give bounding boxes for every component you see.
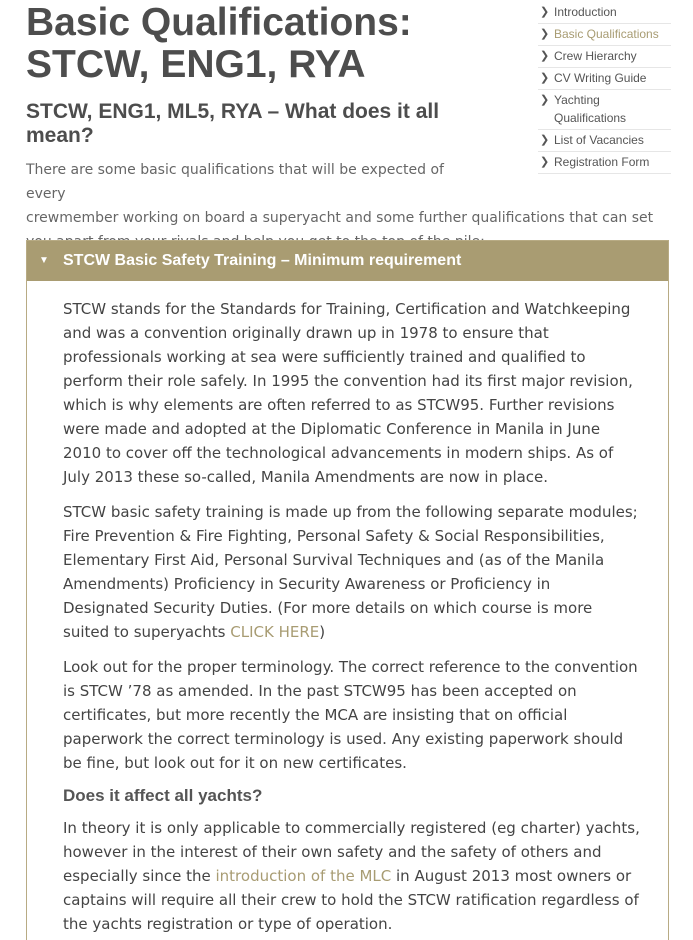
accordion-header-label: STCW Basic Safety Training – Minimum requirement	[63, 252, 462, 269]
chevron-right-icon: ❯	[540, 156, 550, 168]
paragraph-text-end: in August 2013 most owners or captains will require all their crew to hold the STCW ratification regardless of the yachts registration or type of operation.	[63, 867, 639, 933]
chevron-right-icon: ❯	[540, 50, 550, 62]
page-subtitle: STCW, ENG1, ML5, RYA – What does it all mean?	[26, 100, 440, 147]
sidebar-nav	[538, 2, 671, 174]
section-heading: Does it affect all yachts?	[63, 786, 263, 805]
paragraph-text-end: )	[319, 623, 326, 641]
chevron-right-icon: ❯	[540, 6, 550, 18]
caret-down-icon: ▼	[39, 255, 49, 266]
paragraph-text: In theory it is only applicable to commercially registered (eg charter) yachts, however in the interest of their own safety and the safety of others and especially since the	[63, 819, 640, 885]
sidebar-item-registration-form[interactable]	[538, 152, 671, 174]
body-paragraph-1: STCW stands for the Standards for Training, Certification and Watchkeeping and was a convention originally drawn up in 1978 to ensure that professionals working at sea were sufficiently trained and qualified to perform their role safely. In 1995 the convention had its first major revision, which is why elements are often referred to as STCW95. Further revisions were made and adopted at the Diplomatic Conference in Manila in June 2010 to cover off the technological advancements in modern ships. As of July 2013 these so-called, Manila Amendments are now in place.	[63, 300, 633, 486]
sidebar-item-label: Basic Qualifications	[554, 27, 659, 41]
chevron-right-icon: ❯	[540, 94, 550, 106]
chevron-right-icon: ❯	[540, 72, 550, 84]
sidebar-item-label: Registration Form	[554, 155, 650, 169]
sidebar-item-label: Yachting Qualifications	[554, 93, 627, 125]
sidebar-item-list-of-vacancies[interactable]	[538, 130, 671, 152]
chevron-right-icon: ❯	[540, 134, 550, 146]
page-title: Basic Qualifications: STCW, ENG1, RYA	[26, 1, 412, 86]
intro-line-1: There are some basic qualifications that will be expected of every	[26, 162, 444, 202]
mlc-link[interactable]: introduction of the MLC	[215, 867, 392, 885]
sidebar-item-label: Introduction	[554, 5, 617, 19]
sidebar-item-crew-hierarchy[interactable]	[538, 46, 671, 68]
body-paragraph-4	[63, 816, 640, 936]
accordion-panel	[26, 240, 669, 940]
intro-line-2: crewmember working on board a superyacht and some further qualifications that can set	[26, 210, 654, 226]
click-here-link[interactable]: CLICK HERE	[230, 623, 320, 641]
sidebar-item-introduction[interactable]	[538, 2, 671, 24]
paragraph-text: STCW basic safety training is made up from the following separate modules; Fire Prevention & Fire Fighting, Personal Safety & Social Responsibilities, Elementary First Aid, Personal Survival Techniques and (as of the Manila Amendments) Proficiency in Security Awareness or Proficiency in Designated Security Duties. (For more details on which course is more suited to superyachts	[63, 503, 638, 641]
body-paragraph-3: Look out for the proper terminology. The correct reference to the convention is STCW ’78 as amended. In the past STCW95 has been accepted on certificates, but more recently the MCA are insisting that on official paperwork the correct terminology is used. Any existing paperwork should be fine, but look out for it on new certificates.	[63, 658, 638, 772]
sidebar-item-label: List of Vacancies	[554, 133, 644, 147]
sidebar-item-label: CV Writing Guide	[554, 71, 647, 85]
sidebar-item-basic-qualifications[interactable]	[538, 24, 671, 46]
sidebar-item-label: Crew Hierarchy	[554, 49, 637, 63]
accordion-body	[27, 281, 668, 936]
body-paragraph-2	[63, 500, 640, 644]
chevron-right-icon: ❯	[540, 28, 550, 40]
sidebar-item-cv-writing-guide[interactable]	[538, 68, 671, 90]
accordion-header[interactable]	[27, 241, 668, 281]
sidebar-item-yachting-qualifications[interactable]	[538, 90, 671, 130]
